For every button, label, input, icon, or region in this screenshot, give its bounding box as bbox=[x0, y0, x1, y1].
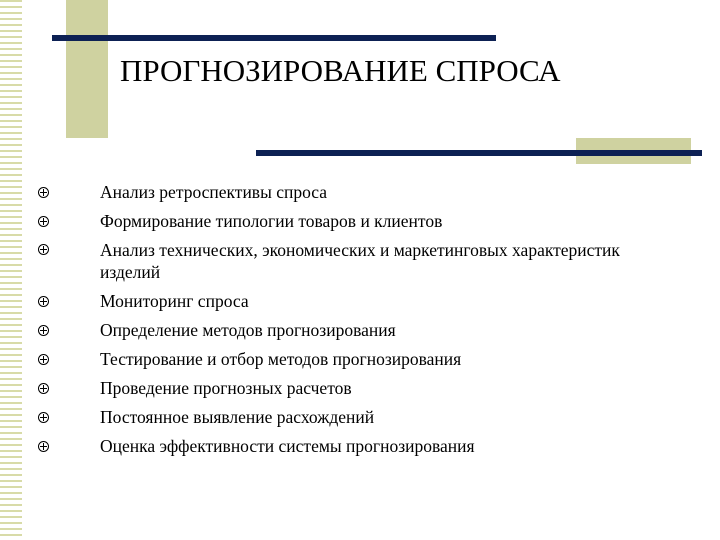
circled-plus-icon bbox=[38, 187, 49, 198]
bullet-text: Анализ ретроспективы спроса bbox=[100, 182, 328, 202]
circled-plus-icon bbox=[38, 216, 49, 227]
bullet-item bbox=[38, 236, 678, 287]
decorative-block-top bbox=[66, 0, 108, 138]
circled-plus-icon bbox=[38, 383, 49, 394]
circled-plus-icon bbox=[38, 412, 49, 423]
bullet-list bbox=[38, 178, 678, 461]
bullet-item bbox=[38, 287, 678, 316]
bullet-text: Определение методов прогнозирования bbox=[100, 320, 396, 340]
bullet-item bbox=[38, 345, 678, 374]
bullet-item bbox=[38, 432, 678, 461]
bullet-item bbox=[38, 178, 678, 207]
circled-plus-icon bbox=[38, 354, 49, 365]
circled-plus-icon bbox=[38, 325, 49, 336]
circled-plus-icon bbox=[38, 244, 49, 255]
bullet-text: Мониторинг спроса bbox=[100, 291, 249, 311]
circled-plus-icon bbox=[38, 296, 49, 307]
bullet-item bbox=[38, 403, 678, 432]
bullet-text: Оценка эффективности системы прогнозирования bbox=[100, 436, 475, 456]
bullet-item bbox=[38, 207, 678, 236]
bullet-item bbox=[38, 374, 678, 403]
decorative-stripes bbox=[0, 0, 22, 540]
bottom-rule bbox=[256, 150, 702, 156]
bullet-text: Формирование типологии товаров и клиентов bbox=[100, 211, 443, 231]
slide-title: ПРОГНОЗИРОВАНИЕ СПРОСА bbox=[120, 53, 561, 88]
circled-plus-icon bbox=[38, 441, 49, 452]
bullet-item bbox=[38, 316, 678, 345]
top-rule bbox=[52, 35, 496, 41]
bullet-text: Анализ технических, экономических и маркетинговых характеристик изделий bbox=[100, 240, 620, 282]
bullet-text: Тестирование и отбор методов прогнозирования bbox=[100, 349, 462, 369]
bullet-text: Проведение прогнозных расчетов bbox=[100, 378, 352, 398]
bullet-text: Постоянное выявление расхождений bbox=[100, 407, 375, 427]
